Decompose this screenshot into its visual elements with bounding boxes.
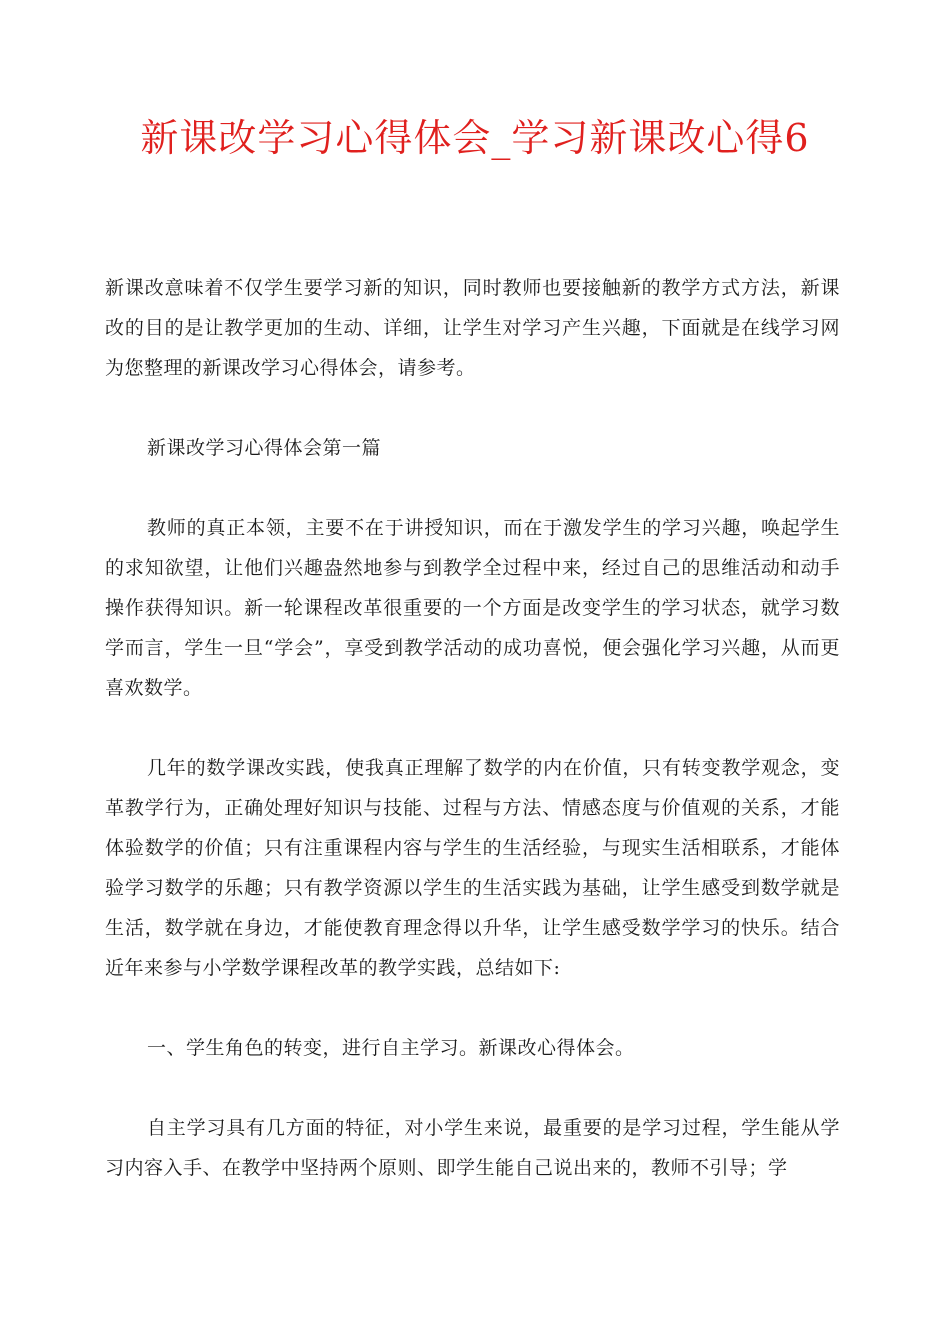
- paragraph-self-study: 自主学习具有几方面的特征，对小学生来说，最重要的是学习过程，学生能从学习内容入手、在教学中坚持两个原则、即学生能自己说出来的，教师不引导；学: [105, 1117, 840, 1179]
- section-heading: 新课改学习心得体会第一篇: [147, 437, 382, 459]
- paragraph-role-change: 一、学生角色的转变，进行自主学习。新课改心得体会。: [147, 1037, 635, 1059]
- paragraph-reform-practice: 几年的数学课改实践，使我真正理解了数学的内在价值，只有转变教学观念，变革教学行为，正确处理好知识与技能、过程与方法、情感态度与价值观的关系，才能体验数学的价值；只有注重课程内容与学生的生活经验，与现实生活相联系，才能体验学习数学的乐趣；只有教学资源以学生的生活实践为基础，让学生感受到数学就是生活，数学就在身边，才能使教育理念得以升华，让学生感受数学学习的快乐。结合近年来参与小学数学课程改革的教学实践，总结如下:: [105, 757, 840, 979]
- document-title: 新课改学习心得体会_学习新课改心得6: [140, 116, 810, 160]
- document-body: [105, 268, 840, 1228]
- paragraph-intro: 新课改意味着不仅学生要学习新的知识，同时教师也要接触新的教学方式方法，新课改的目的是让教学更加的生动、详细，让学生对学习产生兴趣，下面就是在线学习网为您整理的新课改学习心得体会，请参考。: [105, 277, 840, 379]
- paragraph-teacher-ability: 教师的真正本领，主要不在于讲授知识，而在于激发学生的学习兴趣，唤起学生的求知欲望，让他们兴趣盎然地参与到教学全过程中来，经过自己的思维活动和动手操作获得知识。新一轮课程改革很重要的一个方面是改变学生的学习状态，就学习数学而言，学生一旦“学会”，享受到教学活动的成功喜悦，便会强化学习兴趣，从而更喜欢数学。: [105, 517, 840, 699]
